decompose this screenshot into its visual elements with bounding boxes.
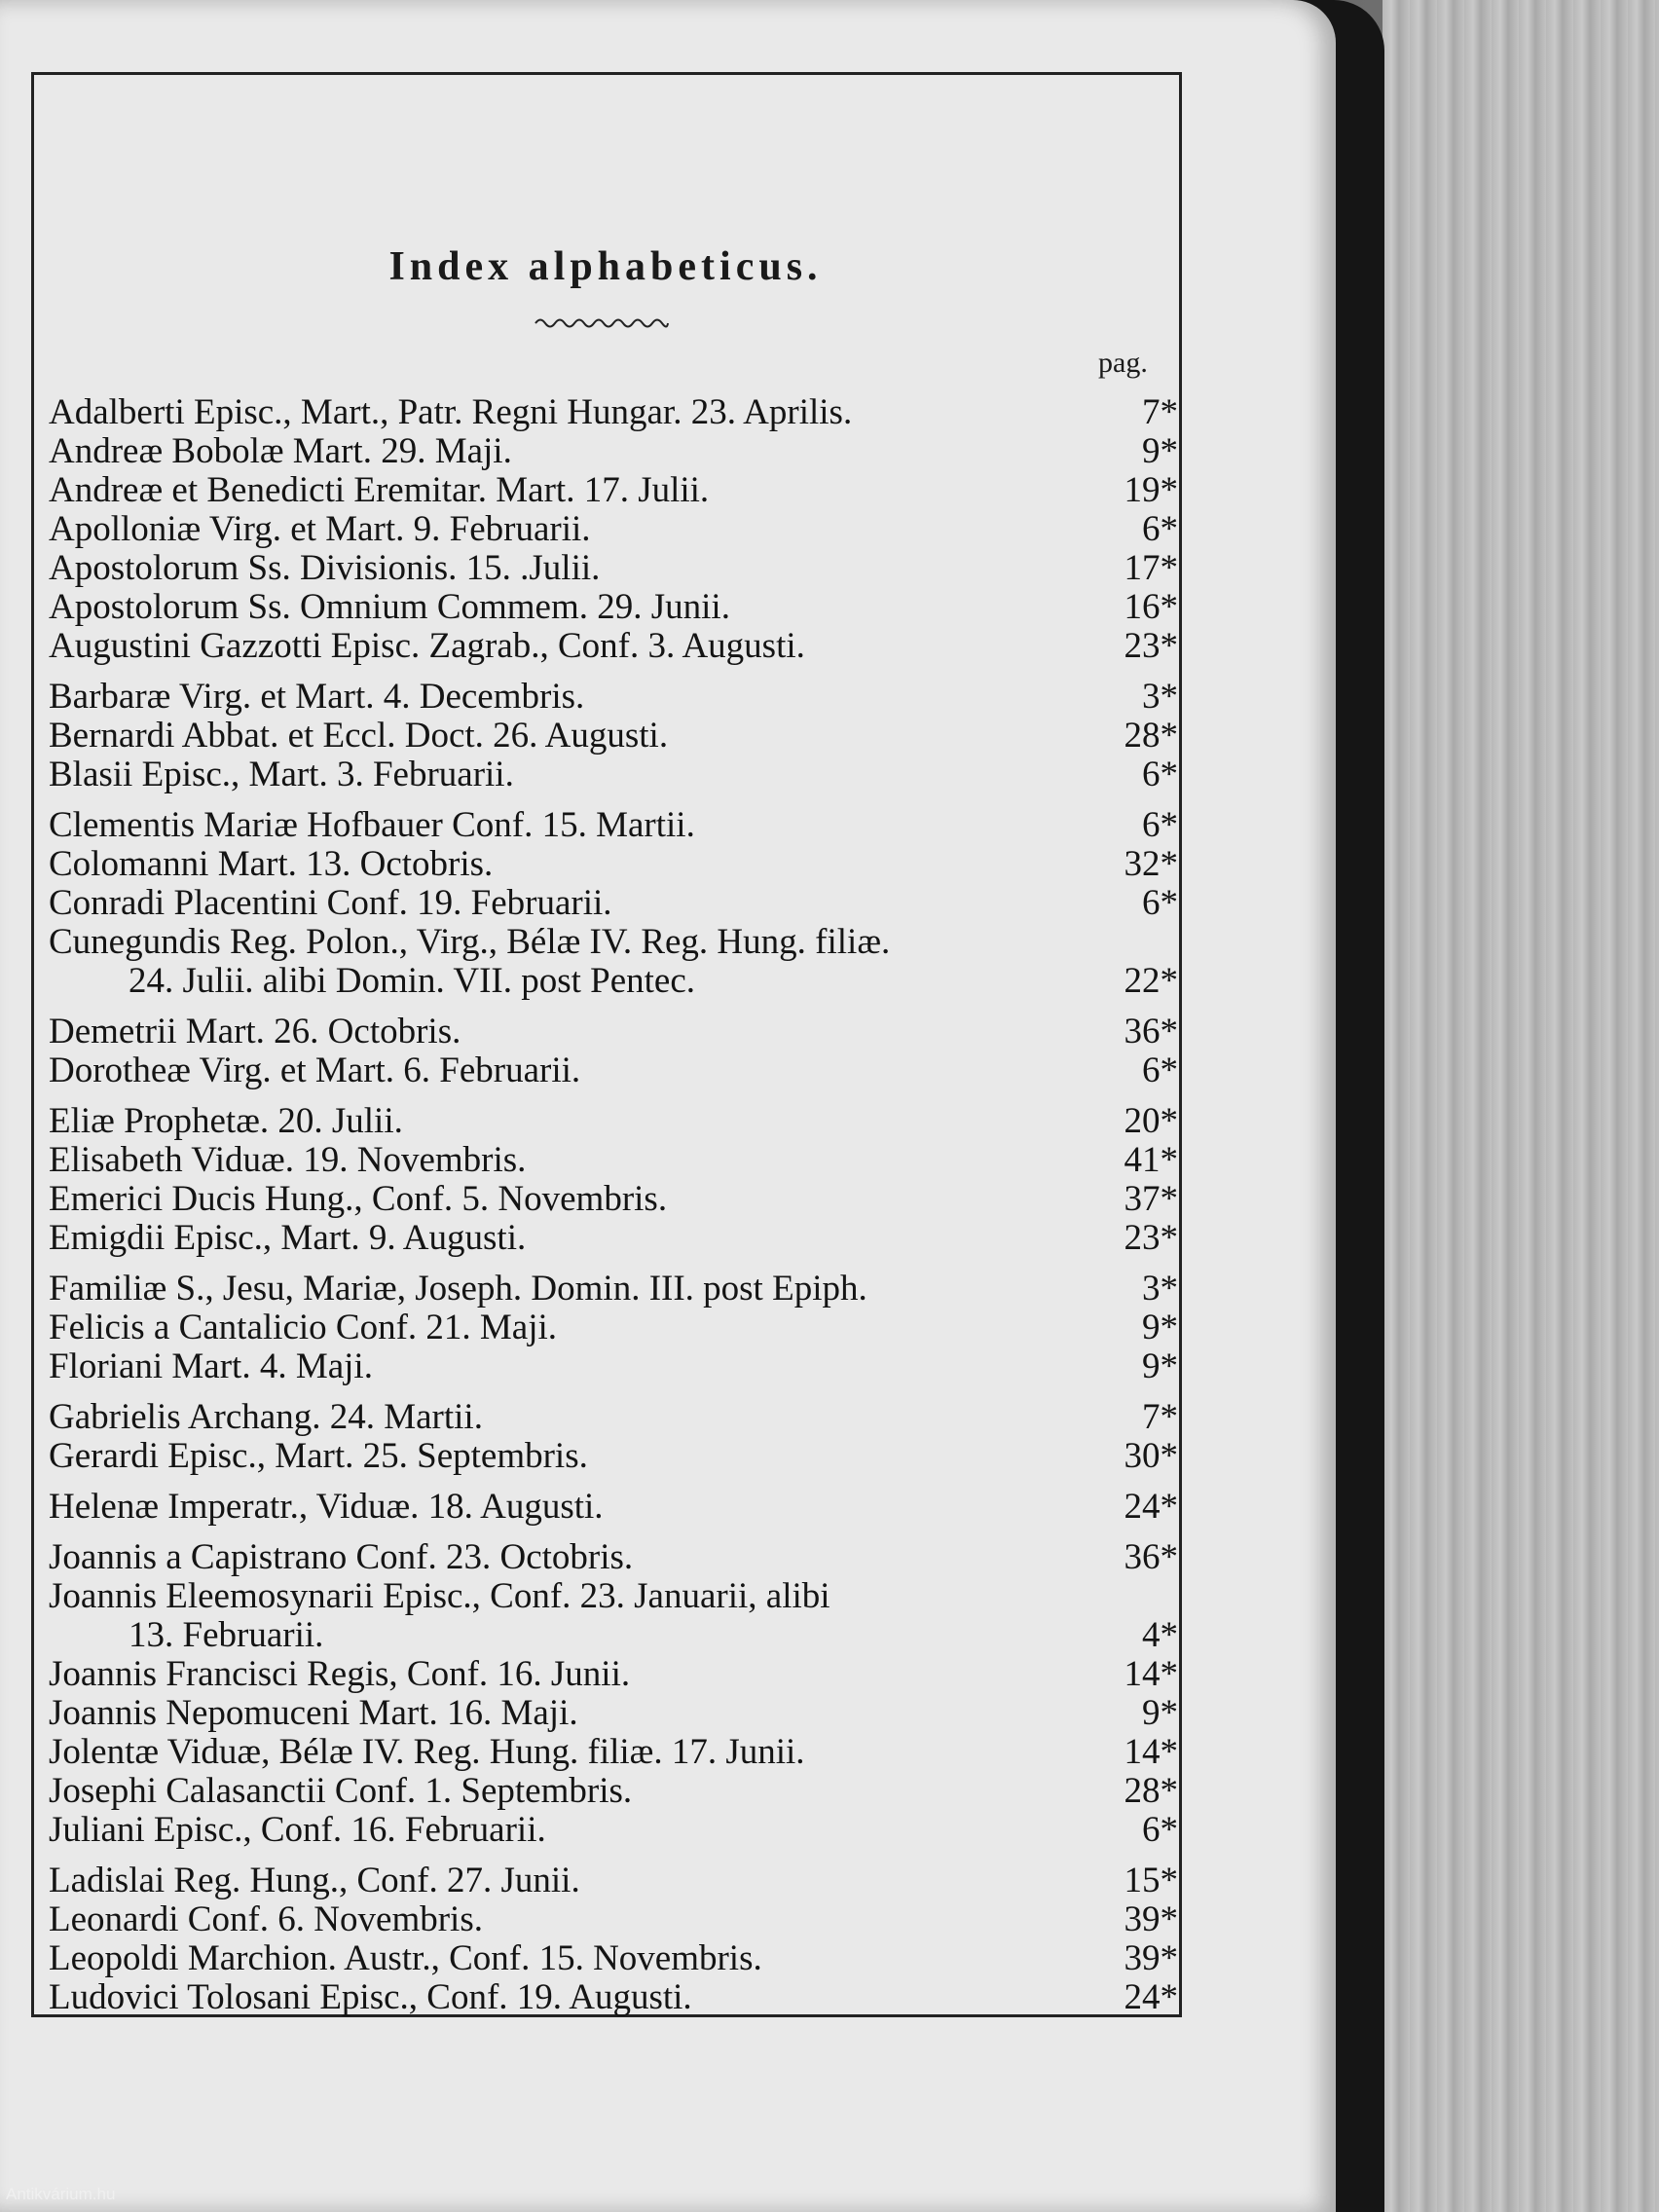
- entry-page-number: 6*: [1142, 883, 1178, 923]
- entry-page-number: 3*: [1142, 677, 1178, 717]
- entry-text: Augustini Gazzotti Episc. Zagrab., Conf. 3. Augusti.: [49, 626, 805, 666]
- index-entry: [49, 922, 1178, 1001]
- entry-text: Ludovici Tolosani Episc., Conf. 19. Augusti.: [49, 1977, 692, 2017]
- entry-text: Josephi Calasanctii Conf. 1. Septembris.: [49, 1771, 633, 1811]
- index-entry: [49, 1694, 1178, 1733]
- index-entry: [49, 1309, 1178, 1347]
- index-entry: [49, 510, 1178, 549]
- entry-page-number: 28*: [1124, 1771, 1178, 1811]
- entry-page-number: 17*: [1124, 548, 1178, 588]
- index-entry: [49, 1437, 1178, 1476]
- index-entry: [49, 1270, 1178, 1309]
- entry-text: Leopoldi Marchion. Austr., Conf. 15. Novembris.: [49, 1938, 762, 1978]
- entry-page-number: 39*: [1124, 1938, 1178, 1978]
- index-entry: [49, 1051, 1178, 1090]
- index-entry: [49, 1398, 1178, 1437]
- entry-text: Colomanni Mart. 13. Octobris.: [49, 844, 494, 884]
- index-entry: [49, 393, 1178, 432]
- entry-text: Andreæ et Benedicti Eremitar. Mart. 17. Julii.: [49, 470, 710, 510]
- entry-text: Leonardi Conf. 6. Novembris.: [49, 1899, 483, 1939]
- index-entry: [49, 717, 1178, 756]
- entry-text: Joannis Francisci Regis, Conf. 16. Junii.: [49, 1654, 631, 1694]
- index-entry: [49, 1538, 1178, 1577]
- entry-page-number: 14*: [1124, 1732, 1178, 1772]
- entry-page-number: 3*: [1142, 1269, 1178, 1309]
- entry-page-number: 4*: [1142, 1615, 1178, 1655]
- entry-page-number: 32*: [1124, 844, 1178, 884]
- index-entry: [49, 1347, 1178, 1386]
- entry-text: Conradi Placentini Conf. 19. Februarii.: [49, 883, 612, 923]
- entry-page-number: 20*: [1124, 1101, 1178, 1141]
- index-entry: [49, 1978, 1178, 2017]
- entry-page-number: 6*: [1142, 1810, 1178, 1850]
- index-entry: [49, 1488, 1178, 1527]
- index-entry: [49, 1733, 1178, 1772]
- entry-text: Joannis Nepomuceni Mart. 16. Maji.: [49, 1693, 578, 1733]
- index-entry: [49, 627, 1178, 666]
- entry-page-number: 9*: [1142, 431, 1178, 471]
- index-entry: [49, 1811, 1178, 1850]
- index-entry: [49, 1576, 1178, 1655]
- entry-text: Eliæ Prophetæ. 20. Julii.: [49, 1101, 403, 1141]
- entry-page-number: 24*: [1124, 1977, 1178, 2017]
- index-entry: [49, 1939, 1178, 1978]
- entry-page-number: 9*: [1142, 1346, 1178, 1386]
- entry-text: Dorotheæ Virg. et Mart. 6. Februarii.: [49, 1051, 581, 1090]
- entry-text: Floriani Mart. 4. Maji.: [49, 1346, 373, 1386]
- index-entry: [49, 845, 1178, 884]
- entry-page-number: 23*: [1124, 626, 1178, 666]
- entry-page-number: 9*: [1142, 1693, 1178, 1733]
- entry-text: Emigdii Episc., Mart. 9. Augusti.: [49, 1218, 527, 1258]
- index-entry: [49, 432, 1178, 471]
- index-entry: [49, 1772, 1178, 1811]
- watermark: Antikvárium.hu: [6, 2185, 116, 2203]
- entry-page-number: 6*: [1142, 509, 1178, 549]
- entry-text: Cunegundis Reg. Polon., Virg., Bélæ IV. Reg. Hung. filiæ.: [49, 922, 891, 962]
- index-entry: [49, 1862, 1178, 1900]
- entry-text: Ladislai Reg. Hung., Conf. 27. Junii.: [49, 1861, 580, 1900]
- entry-text: Helenæ Imperatr., Viduæ. 18. Augusti.: [49, 1487, 604, 1527]
- index-entry: [49, 1180, 1178, 1219]
- index-entry: [49, 549, 1178, 588]
- index-entry: [49, 1219, 1178, 1258]
- entry-text: Clementis Mariæ Hofbauer Conf. 15. Martii.: [49, 805, 695, 845]
- entry-page-number: 36*: [1124, 1012, 1178, 1051]
- entry-page-number: 15*: [1124, 1861, 1178, 1900]
- entry-text: Apostolorum Ss. Omnium Commem. 29. Junii.: [49, 587, 730, 627]
- index-entry: [49, 471, 1178, 510]
- entry-page-number: 16*: [1124, 587, 1178, 627]
- entry-page-number: 19*: [1124, 470, 1178, 510]
- index-entry: [49, 756, 1178, 794]
- entry-text: Barbaræ Virg. et Mart. 4. Decembris.: [49, 677, 585, 717]
- entry-text: Gerardi Episc., Mart. 25. Septembris.: [49, 1436, 588, 1476]
- entry-page-number: 39*: [1124, 1899, 1178, 1939]
- entry-page-number: 22*: [1124, 961, 1178, 1001]
- entry-text: Felicis a Cantalicio Conf. 21. Maji.: [49, 1308, 558, 1347]
- index-entry: [49, 1013, 1178, 1051]
- index-entry: [49, 1102, 1178, 1141]
- entry-text: Joannis Eleemosynarii Episc., Conf. 23. Januarii, alibi: [49, 1576, 830, 1616]
- entry-page-number: 41*: [1124, 1140, 1178, 1180]
- entry-continuation: 24. Julii. alibi Domin. VII. post Pentec.: [129, 961, 696, 1001]
- entry-text: Bernardi Abbat. et Eccl. Doct. 26. Augusti.: [49, 716, 669, 756]
- entry-text: Elisabeth Viduæ. 19. Novembris.: [49, 1140, 527, 1180]
- entry-page-number: 6*: [1142, 805, 1178, 845]
- entry-text: Jolentæ Viduæ, Bélæ IV. Reg. Hung. filiæ. 17. Junii.: [49, 1732, 805, 1772]
- wooden-table-surface: [1382, 0, 1659, 2212]
- index-entry: [49, 588, 1178, 627]
- entry-text: Andreæ Bobolæ Mart. 29. Maji.: [49, 431, 512, 471]
- entry-page-number: 36*: [1124, 1537, 1178, 1577]
- entry-page-number: 30*: [1124, 1436, 1178, 1476]
- index-entry: [49, 806, 1178, 845]
- entry-page-number: 9*: [1142, 1308, 1178, 1347]
- entry-page-number: 7*: [1142, 392, 1178, 432]
- page-column-label: pag.: [1098, 347, 1148, 379]
- index-entry: [49, 678, 1178, 717]
- entry-page-number: 28*: [1124, 716, 1178, 756]
- entry-page-number: 7*: [1142, 1397, 1178, 1437]
- title-ornament-icon: [534, 313, 670, 333]
- index-entry: [49, 1655, 1178, 1694]
- entry-page-number: 24*: [1124, 1487, 1178, 1527]
- entry-page-number: 6*: [1142, 1051, 1178, 1090]
- entry-page-number: 23*: [1124, 1218, 1178, 1258]
- entry-text: Apostolorum Ss. Divisionis. 15. .Julii.: [49, 548, 601, 588]
- entry-page-number: 14*: [1124, 1654, 1178, 1694]
- index-entry: [49, 1141, 1178, 1180]
- entry-text: Blasii Episc., Mart. 3. Februarii.: [49, 755, 514, 794]
- entry-text: Emerici Ducis Hung., Conf. 5. Novembris.: [49, 1179, 668, 1219]
- entry-text: Juliani Episc., Conf. 16. Februarii.: [49, 1810, 546, 1850]
- page-title: Index alphabeticus.: [388, 244, 823, 289]
- entry-page-number: 6*: [1142, 755, 1178, 794]
- entry-continuation: 13. Februarii.: [129, 1615, 324, 1655]
- entry-text: Apolloniæ Virg. et Mart. 9. Februarii.: [49, 509, 591, 549]
- entry-text: Familiæ S., Jesu, Mariæ, Joseph. Domin. III. post Epiph.: [49, 1269, 867, 1309]
- entry-text: Joannis a Capistrano Conf. 23. Octobris.: [49, 1537, 634, 1577]
- index-entry: [49, 1900, 1178, 1939]
- entry-page-number: 37*: [1124, 1179, 1178, 1219]
- entry-text: Demetrii Mart. 26. Octobris.: [49, 1012, 461, 1051]
- entry-text: Gabrielis Archang. 24. Martii.: [49, 1397, 483, 1437]
- index-entry: [49, 884, 1178, 923]
- entry-text: Adalberti Episc., Mart., Patr. Regni Hungar. 23. Aprilis.: [49, 392, 853, 432]
